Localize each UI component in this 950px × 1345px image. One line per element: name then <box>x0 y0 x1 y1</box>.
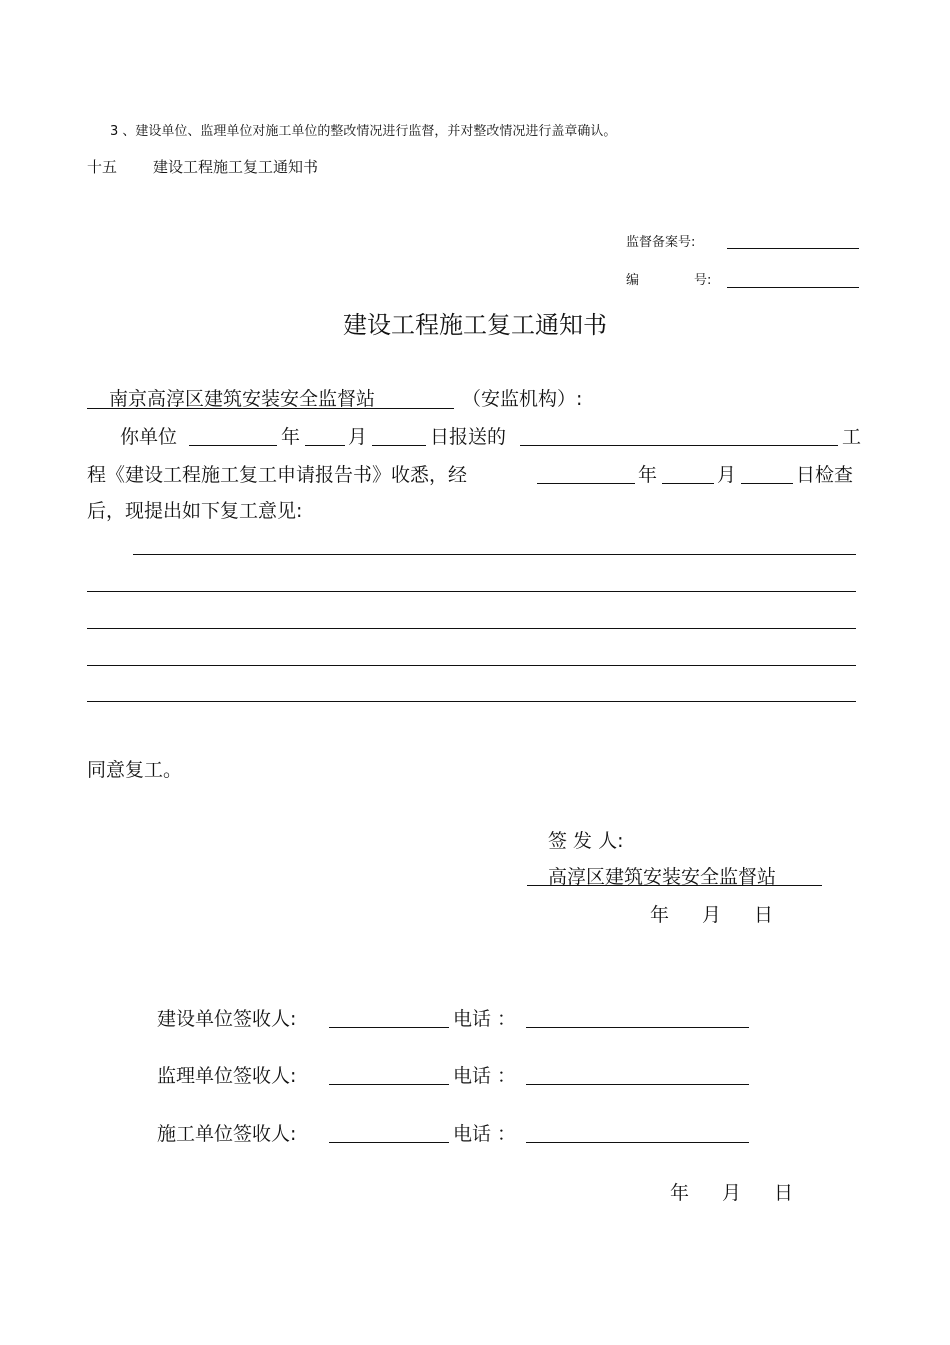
receiver-field-construction[interactable] <box>329 1027 449 1028</box>
opinion-line[interactable] <box>87 628 856 629</box>
project-name-field[interactable] <box>520 445 838 446</box>
line1-gong: 工 <box>842 426 862 448</box>
section-number: 十五 <box>87 158 118 176</box>
record-number-label: 监督备案号: <box>626 235 696 250</box>
receiver-field-supervision[interactable] <box>329 1084 449 1085</box>
receiver-field-contractor[interactable] <box>329 1142 449 1143</box>
opinion-line[interactable] <box>87 665 856 666</box>
form-title: 建设工程施工复工通知书 <box>343 311 607 339</box>
date1-day: 日 <box>754 904 774 926</box>
opinion-line[interactable] <box>87 701 856 702</box>
line1-year: 年 <box>281 426 301 448</box>
line3: 后，现提出如下复工意见: <box>87 500 303 522</box>
opinion-line[interactable] <box>87 591 856 592</box>
line2-prefix: 程《建设工程施工复工申请报告书》收悉，经 <box>87 464 468 486</box>
phone-field-contractor[interactable] <box>526 1142 749 1143</box>
line2-month-field[interactable] <box>662 483 714 484</box>
line1-day-sent: 日报送的 <box>430 426 507 448</box>
section-heading: 建设工程施工复工通知书 <box>153 158 319 176</box>
opinion-line[interactable] <box>133 554 856 555</box>
addressee: 南京高淳区建筑安装安全监督站 <box>109 388 376 410</box>
line1-year-field[interactable] <box>189 445 277 446</box>
line2-day-check: 日检查 <box>796 464 854 486</box>
addressee-suffix: （安监机构）: <box>462 388 583 410</box>
receiver-label-construction: 建设单位签收人: <box>157 1008 297 1030</box>
date1-year: 年 <box>650 904 670 926</box>
issuer: 高淳区建筑安装安全监督站 <box>548 866 777 888</box>
phone-field-construction[interactable] <box>526 1027 749 1028</box>
number-label-a: 编 <box>626 273 640 288</box>
signer-label: 签 发 人: <box>548 830 624 852</box>
phone-label-construction: 电话 ： <box>453 1008 517 1030</box>
phone-label-contractor: 电话 ： <box>453 1123 517 1145</box>
phone-field-supervision[interactable] <box>526 1084 749 1085</box>
line1-month-field[interactable] <box>305 445 345 446</box>
number-label-b: 号: <box>694 273 712 288</box>
phone-label-supervision: 电话 ： <box>453 1065 517 1087</box>
record-number-field[interactable] <box>727 248 859 249</box>
line2-year: 年 <box>638 464 658 486</box>
line2-month: 月 <box>717 464 737 486</box>
date1-month: 月 <box>702 904 722 926</box>
date2-month: 月 <box>722 1182 742 1204</box>
receiver-label-supervision: 监理单位签收人: <box>157 1065 297 1087</box>
line2-year-field[interactable] <box>537 483 635 484</box>
date2-day: 日 <box>774 1182 794 1204</box>
line1-month: 月 <box>348 426 368 448</box>
agree-text: 同意复工。 <box>87 759 183 781</box>
number-field[interactable] <box>727 287 859 288</box>
line2-day-field[interactable] <box>741 483 793 484</box>
top-note: 3 、建设单位、监理单位对施工单位的整改情况进行监督，并对整改情况进行盖章确认。 <box>110 124 617 139</box>
line1-day-field[interactable] <box>372 445 426 446</box>
line1-prefix: 你单位 <box>120 426 178 448</box>
receiver-label-contractor: 施工单位签收人: <box>157 1123 297 1145</box>
date2-year: 年 <box>670 1182 690 1204</box>
